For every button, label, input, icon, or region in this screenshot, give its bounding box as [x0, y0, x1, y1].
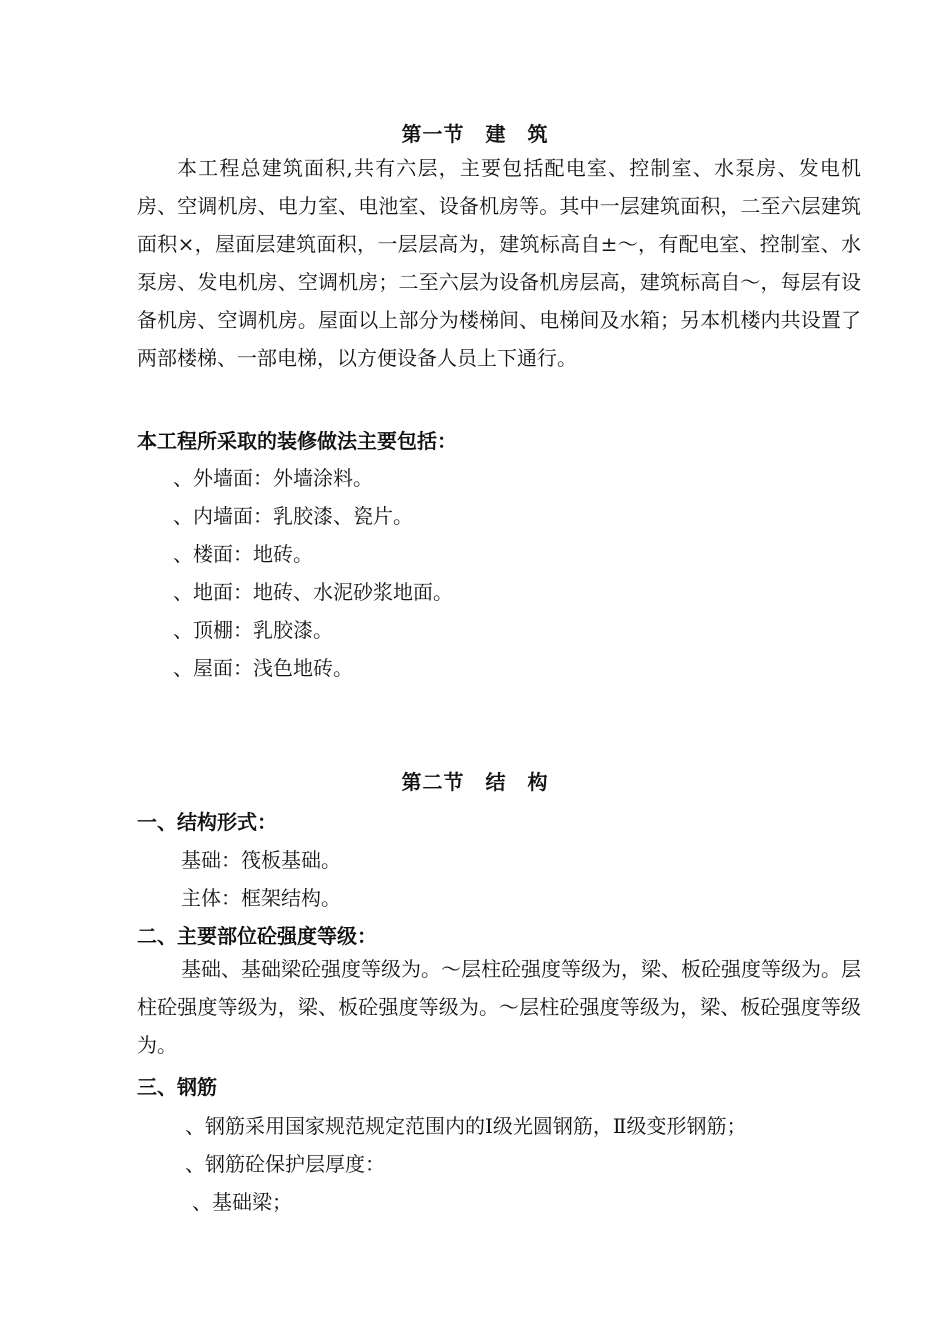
concrete-grade-paragraph: 基础、基础梁砼强度等级为。～层柱砼强度等级为，梁、板砼强度等级为。层柱砼强度等级为，梁、板砼强度等级为。～层柱砼强度等级为，梁、板砼强度等级为。	[137, 957, 861, 1057]
rebar-item-cover: 、钢筋砼保护层厚度：	[185, 1152, 385, 1176]
decor-item-roof: 、屋面：浅色地砖。	[173, 656, 353, 680]
rebar-item-grade: 、钢筋采用国家规范规定范围内的Ⅰ级光圆钢筋，Ⅱ级变形钢筋；	[185, 1114, 747, 1138]
decor-item-interior-wall: 、内墙面：乳胶漆、瓷片。	[173, 504, 413, 528]
decor-item-floor: 、楼面：地砖。	[173, 542, 313, 566]
decor-item-ceiling: 、顶棚：乳胶漆。	[173, 618, 333, 642]
decoration-heading: 本工程所采取的装修做法主要包括：	[137, 429, 457, 453]
rebar-heading: 三、钢筋	[137, 1075, 217, 1099]
structure-foundation: 基础：筏板基础。	[181, 848, 341, 872]
structure-main-body: 主体：框架结构。	[181, 886, 341, 910]
concrete-grade-heading: 二、主要部位砼强度等级：	[137, 924, 377, 948]
decor-item-exterior-wall: 、外墙面：外墙涂料。	[173, 466, 373, 490]
decor-item-ground: 、地面：地砖、水泥砂浆地面。	[173, 580, 453, 604]
structure-form-heading: 一、结构形式：	[137, 810, 277, 834]
section1-title: 第一节 建 筑	[401, 122, 549, 146]
section1-paragraph: 本工程总建筑面积,共有六层，主要包括配电室、控制室、水泵房、发电机房、空调机房、电力室、电池室、设备机房等。其中一层建筑面积，二至六层建筑面积×，屋面层建筑面积，一层层高为，建筑标高自±～，有配电室、控制室、水泵房、发电机房、空调机房；二至六层为设备机房层高，建筑标高自～，每层有设备机房、空调机房。屋面以上部分为楼梯间、电梯间及水箱；另本机楼内共设置了两部楼梯、一部电梯，以方便设备人员上下通行。	[137, 156, 861, 370]
rebar-item-foundation-beam: 、基础梁；	[192, 1190, 292, 1214]
section2-title: 第二节 结 构	[401, 770, 549, 794]
